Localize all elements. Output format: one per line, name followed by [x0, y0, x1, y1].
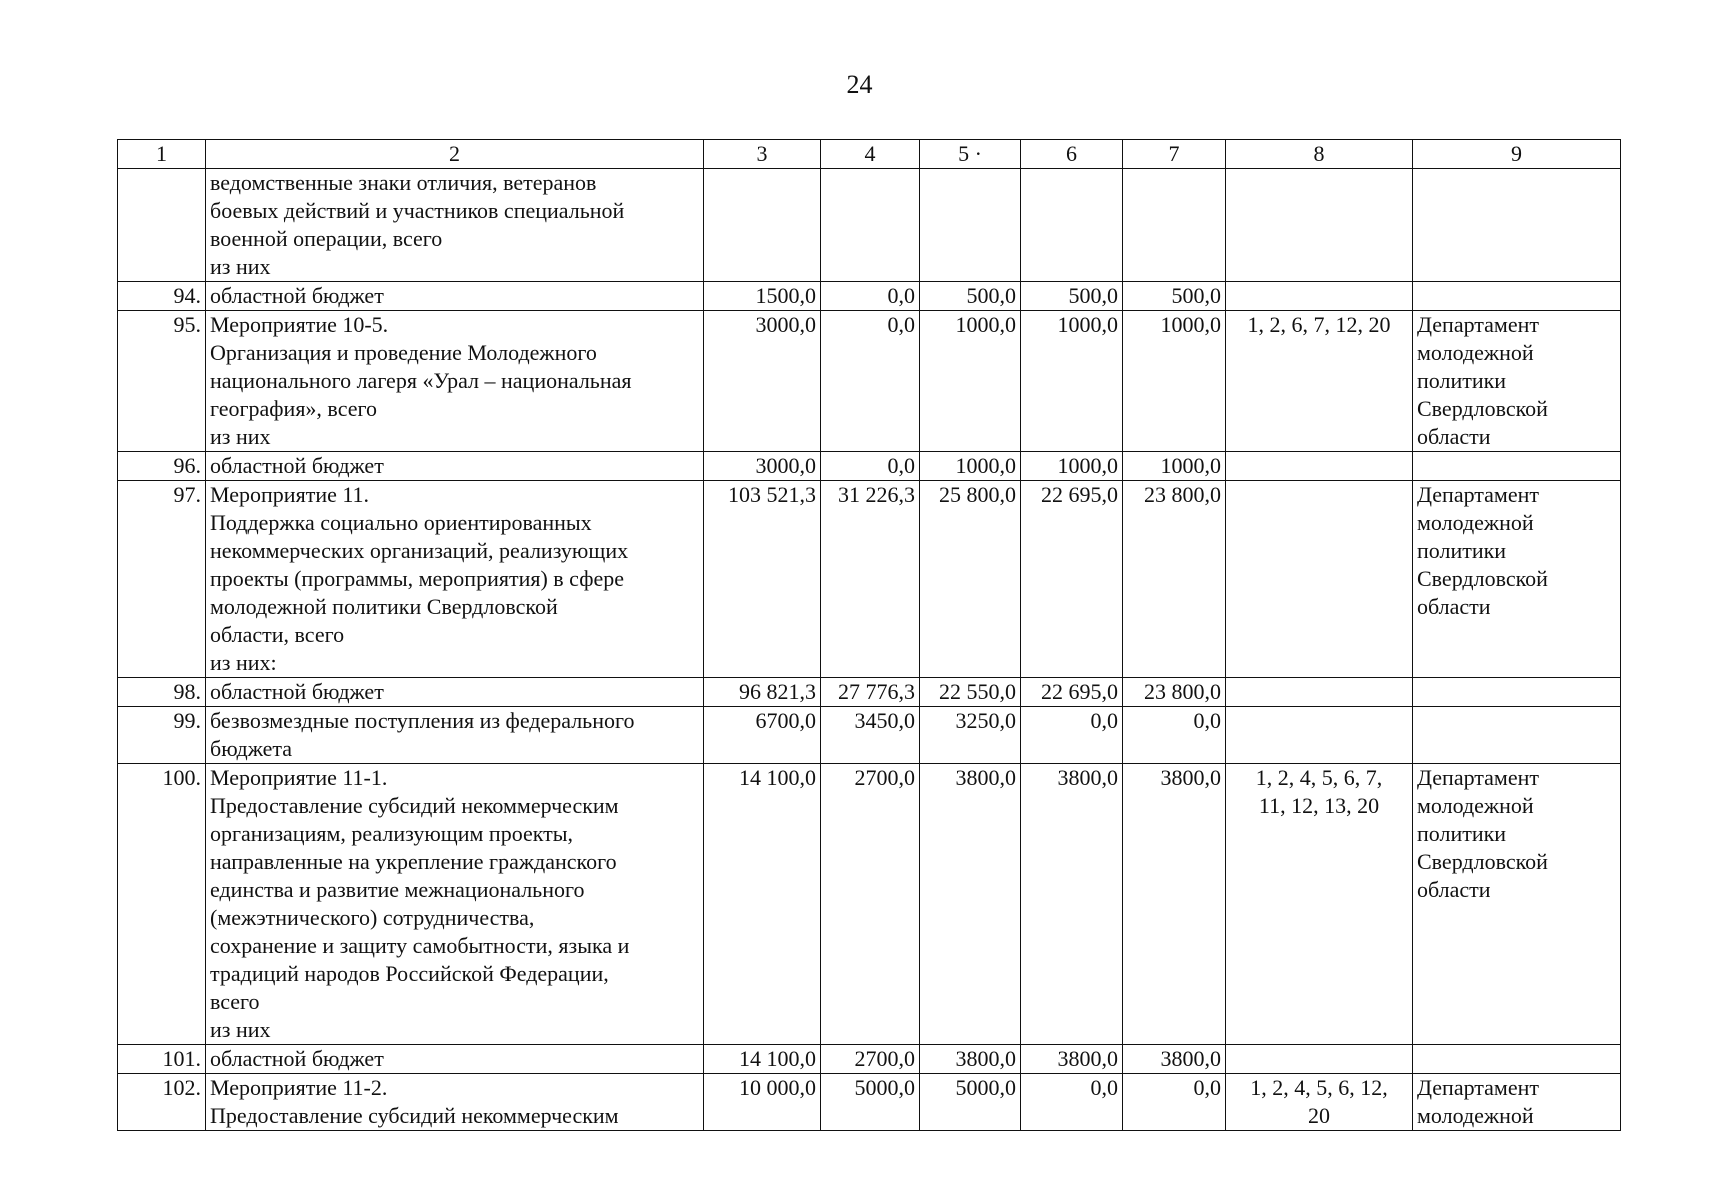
executor-line: Свердловской [1417, 849, 1548, 874]
description-line: из них: [210, 650, 277, 675]
column-number-9: 9 [1413, 140, 1621, 169]
row-number: 98. [118, 678, 206, 707]
amount-col-4: 2700,0 [821, 1045, 920, 1074]
description-line: области, всего [210, 622, 345, 647]
target-indicators [1226, 311, 1413, 452]
target-line: 1, 2, 6, 7, 12, 20 [1247, 312, 1391, 337]
target-line: 1, 2, 4, 5, 6, 7, [1255, 765, 1383, 790]
row-number: 95. [118, 311, 206, 452]
executor-line: области [1417, 594, 1491, 619]
executor [1413, 764, 1621, 1045]
description-line: Мероприятие 11-2. [210, 1075, 388, 1100]
description-line: из них [210, 254, 271, 279]
amount-col-6: 0,0 [1021, 1074, 1123, 1131]
target-indicators [1226, 1045, 1413, 1074]
measure-description [206, 311, 704, 452]
description-line: традиций народов Российской Федерации, [210, 961, 609, 986]
measure-description [206, 707, 704, 764]
table-row [118, 282, 1621, 311]
executor-line: молодежной [1417, 1103, 1534, 1128]
description-line: организациям, реализующим проекты, [210, 821, 574, 846]
page-number: 24 [846, 70, 873, 99]
executor-line: Свердловской [1417, 396, 1548, 421]
row-number: 102. [118, 1074, 206, 1131]
executor [1413, 169, 1621, 282]
target-indicators [1226, 282, 1413, 311]
target-line: 11, 12, 13, 20 [1258, 793, 1380, 818]
executor [1413, 311, 1621, 452]
table-row [118, 481, 1621, 678]
amount-col-5: 500,0 [920, 282, 1021, 311]
amount-col-3: 14 100,0 [704, 1045, 821, 1074]
executor [1413, 1045, 1621, 1074]
executor-line: Департамент [1417, 765, 1540, 790]
amount-col-4: 5000,0 [821, 1074, 920, 1131]
amount-col-6 [1021, 169, 1123, 282]
amount-col-4: 31 226,3 [821, 481, 920, 678]
table-row [118, 311, 1621, 452]
column-number-8: 8 [1226, 140, 1413, 169]
description-line: областной бюджет [210, 283, 384, 308]
amount-col-5: 3250,0 [920, 707, 1021, 764]
amount-col-4: 0,0 [821, 282, 920, 311]
description-line: проекты (программы, мероприятия) в сфере [210, 566, 625, 591]
description-line: Поддержка социально ориентированных [210, 510, 592, 535]
table-row [118, 1074, 1621, 1131]
description-line: из них [210, 1017, 271, 1042]
amount-col-5: 3800,0 [920, 764, 1021, 1045]
program-budget-table [117, 139, 1621, 1131]
table-row [118, 764, 1621, 1045]
measure-description [206, 1074, 704, 1131]
description-line: направленные на укрепление гражданского [210, 849, 617, 874]
column-number-4: 4 [821, 140, 920, 169]
table-row [118, 707, 1621, 764]
amount-col-7: 1000,0 [1123, 452, 1226, 481]
executor [1413, 282, 1621, 311]
target-indicators [1226, 678, 1413, 707]
description-line: Организация и проведение Молодежного [210, 340, 597, 365]
executor-line: области [1417, 877, 1491, 902]
column-number-5: 5 · [920, 140, 1021, 169]
executor-line: области [1417, 424, 1491, 449]
executor [1413, 707, 1621, 764]
measure-description [206, 764, 704, 1045]
target-indicators [1226, 707, 1413, 764]
amount-col-7: 3800,0 [1123, 1045, 1226, 1074]
target-indicators [1226, 452, 1413, 481]
description-line: безвозмездные поступления из федерального [210, 708, 635, 733]
column-number-2: 2 [206, 140, 704, 169]
amount-col-5: 22 550,0 [920, 678, 1021, 707]
amount-col-7 [1123, 169, 1226, 282]
amount-col-4: 27 776,3 [821, 678, 920, 707]
column-number-6: 6 [1021, 140, 1123, 169]
amount-col-6: 3800,0 [1021, 1045, 1123, 1074]
amount-col-5: 1000,0 [920, 452, 1021, 481]
executor [1413, 1074, 1621, 1131]
description-line: сохранение и защиту самобытности, языка и [210, 933, 630, 958]
target-indicators [1226, 169, 1413, 282]
executor-line: Департамент [1417, 1075, 1540, 1100]
description-line: молодежной политики Свердловской [210, 594, 558, 619]
amount-col-3: 3000,0 [704, 311, 821, 452]
amount-col-5: 3800,0 [920, 1045, 1021, 1074]
description-line: некоммерческих организаций, реализующих [210, 538, 629, 563]
amount-col-5: 25 800,0 [920, 481, 1021, 678]
amount-col-6: 500,0 [1021, 282, 1123, 311]
amount-col-6: 22 695,0 [1021, 481, 1123, 678]
executor-line: молодежной [1417, 510, 1534, 535]
executor [1413, 452, 1621, 481]
amount-col-7: 500,0 [1123, 282, 1226, 311]
target-line: 20 [1308, 1103, 1330, 1128]
description-line: боевых действий и участников специальной [210, 198, 625, 223]
target-indicators [1226, 764, 1413, 1045]
amount-col-6: 1000,0 [1021, 452, 1123, 481]
executor-line: молодежной [1417, 793, 1534, 818]
table-row [118, 1045, 1621, 1074]
description-line: единства и развитие межнационального [210, 877, 585, 902]
measure-description [206, 282, 704, 311]
description-line: Мероприятие 11. [210, 482, 370, 507]
measure-description [206, 452, 704, 481]
measure-description [206, 481, 704, 678]
amount-col-7: 23 800,0 [1123, 481, 1226, 678]
amount-col-7: 23 800,0 [1123, 678, 1226, 707]
amount-col-6: 22 695,0 [1021, 678, 1123, 707]
amount-col-3 [704, 169, 821, 282]
row-number: 94. [118, 282, 206, 311]
executor-line: политики [1417, 821, 1507, 846]
description-line: областной бюджет [210, 679, 384, 704]
column-number-1: 1 [118, 140, 206, 169]
target-indicators [1226, 1074, 1413, 1131]
description-line: бюджета [210, 736, 293, 761]
measure-description [206, 169, 704, 282]
amount-col-3: 103 521,3 [704, 481, 821, 678]
description-line: Предоставление субсидий некоммерческим [210, 793, 619, 818]
row-number: 97. [118, 481, 206, 678]
executor-line: Департамент [1417, 312, 1540, 337]
column-number-3: 3 [704, 140, 821, 169]
description-line: областной бюджет [210, 453, 384, 478]
description-line: Предоставление субсидий некоммерческим [210, 1103, 619, 1128]
column-number-row [118, 140, 1621, 169]
amount-col-3: 96 821,3 [704, 678, 821, 707]
amount-col-6: 3800,0 [1021, 764, 1123, 1045]
amount-col-6: 1000,0 [1021, 311, 1123, 452]
description-line: военной операции, всего [210, 226, 443, 251]
executor-line: Свердловской [1417, 566, 1548, 591]
amount-col-3: 3000,0 [704, 452, 821, 481]
description-line: из них [210, 424, 271, 449]
amount-col-7: 0,0 [1123, 707, 1226, 764]
description-line: областной бюджет [210, 1046, 384, 1071]
row-number [118, 169, 206, 282]
description-line: география», всего [210, 396, 377, 421]
amount-col-4 [821, 169, 920, 282]
row-number: 96. [118, 452, 206, 481]
amount-col-5: 1000,0 [920, 311, 1021, 452]
description-line: Мероприятие 10-5. [210, 312, 389, 337]
amount-col-4: 0,0 [821, 452, 920, 481]
description-line: всего [210, 989, 260, 1014]
executor-line: политики [1417, 368, 1507, 393]
measure-description [206, 678, 704, 707]
table-row [118, 678, 1621, 707]
amount-col-6: 0,0 [1021, 707, 1123, 764]
row-number: 101. [118, 1045, 206, 1074]
amount-col-7: 1000,0 [1123, 311, 1226, 452]
description-line: национального лагеря «Урал – национальная [210, 368, 632, 393]
amount-col-4: 0,0 [821, 311, 920, 452]
amount-col-3: 6700,0 [704, 707, 821, 764]
description-line: ведомственные знаки отличия, ветеранов [210, 170, 597, 195]
column-number-7: 7 [1123, 140, 1226, 169]
amount-col-4: 2700,0 [821, 764, 920, 1045]
table-row [118, 169, 1621, 282]
row-number: 100. [118, 764, 206, 1045]
description-line: (межэтнического) сотрудничества, [210, 905, 535, 930]
measure-description [206, 1045, 704, 1074]
amount-col-3: 10 000,0 [704, 1074, 821, 1131]
row-number: 99. [118, 707, 206, 764]
executor-line: молодежной [1417, 340, 1534, 365]
amount-col-5 [920, 169, 1021, 282]
executor-line: Департамент [1417, 482, 1540, 507]
executor-line: политики [1417, 538, 1507, 563]
amount-col-7: 3800,0 [1123, 764, 1226, 1045]
amount-col-3: 14 100,0 [704, 764, 821, 1045]
description-line: Мероприятие 11-1. [210, 765, 388, 790]
target-line: 1, 2, 4, 5, 6, 12, [1250, 1075, 1388, 1100]
executor [1413, 678, 1621, 707]
amount-col-3: 1500,0 [704, 282, 821, 311]
target-indicators [1226, 481, 1413, 678]
amount-col-7: 0,0 [1123, 1074, 1226, 1131]
executor [1413, 481, 1621, 678]
amount-col-4: 3450,0 [821, 707, 920, 764]
table-row [118, 452, 1621, 481]
amount-col-5: 5000,0 [920, 1074, 1021, 1131]
